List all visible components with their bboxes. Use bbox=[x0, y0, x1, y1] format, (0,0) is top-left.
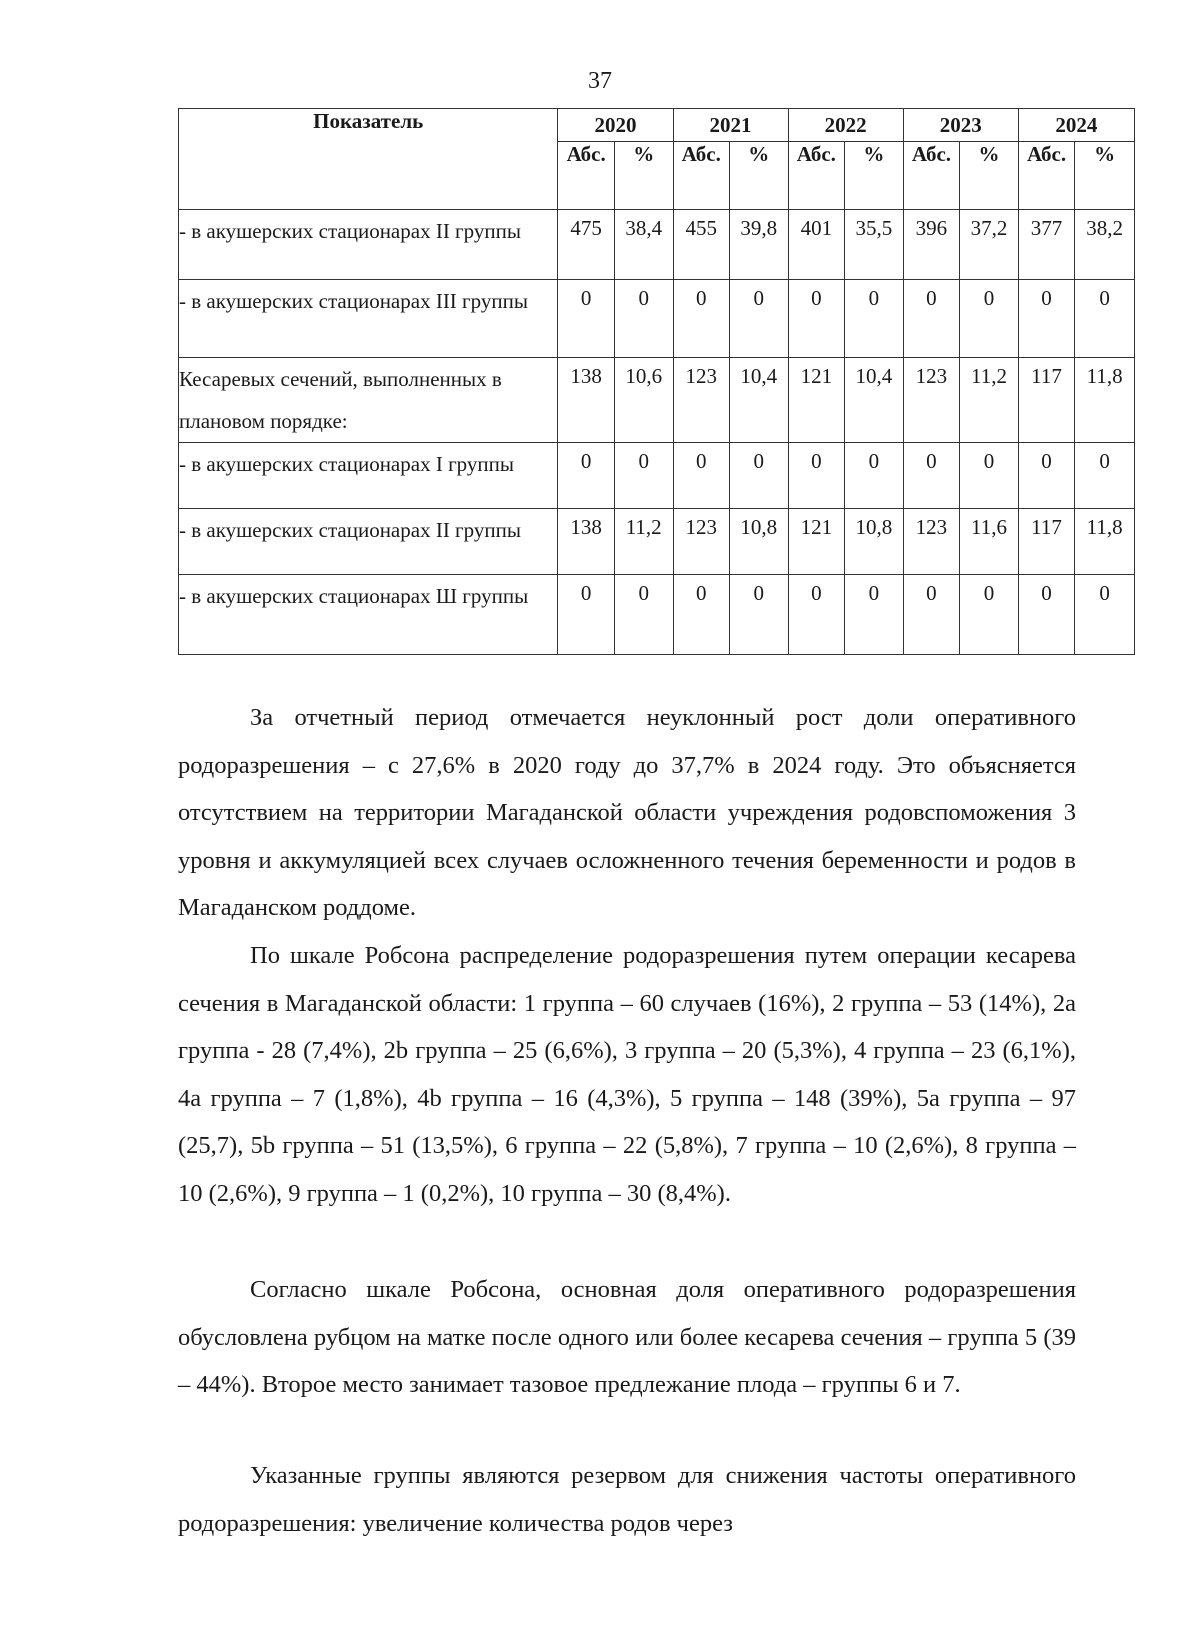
paragraph bbox=[178, 932, 1076, 1217]
cell-percent: 0 bbox=[1075, 280, 1135, 358]
cell-percent: 11,8 bbox=[1075, 509, 1135, 575]
header-year: 2020 bbox=[558, 109, 673, 142]
cell-abs: 138 bbox=[558, 358, 614, 443]
header-abs: Абс. bbox=[903, 142, 959, 210]
cell-percent: 0 bbox=[960, 443, 1019, 509]
cell-percent: 0 bbox=[845, 280, 904, 358]
cell-percent: 10,8 bbox=[729, 509, 788, 575]
cell-abs: 0 bbox=[558, 575, 614, 655]
row-label: Кесаревых сечений, выполненных в плановом порядке: bbox=[179, 358, 558, 443]
cell-percent: 0 bbox=[729, 280, 788, 358]
cell-abs: 475 bbox=[558, 210, 614, 280]
cell-abs: 0 bbox=[903, 443, 959, 509]
cell-abs: 123 bbox=[903, 358, 959, 443]
table-row bbox=[179, 210, 1135, 280]
cell-percent: 11,6 bbox=[960, 509, 1019, 575]
cell-percent: 10,4 bbox=[845, 358, 904, 443]
cell-abs: 123 bbox=[903, 509, 959, 575]
header-year: 2021 bbox=[673, 109, 788, 142]
cell-percent: 0 bbox=[845, 575, 904, 655]
header-percent: % bbox=[960, 142, 1019, 210]
cell-abs: 121 bbox=[788, 509, 844, 575]
header-percent: % bbox=[845, 142, 904, 210]
cell-abs: 117 bbox=[1018, 509, 1074, 575]
cell-abs: 0 bbox=[673, 575, 729, 655]
cell-abs: 0 bbox=[558, 280, 614, 358]
cell-abs: 0 bbox=[673, 443, 729, 509]
header-percent: % bbox=[1075, 142, 1135, 210]
cell-abs: 377 bbox=[1018, 210, 1074, 280]
row-label: - в акушерских стационарах III группы bbox=[179, 280, 558, 358]
paragraph-text: По шкале Робсона распределение родоразрешения путем операции кесарева сечения в Магаданской области: 1 группа – 60 случаев (16%), 2 группа – 53 (14%), 2а группа - 28 (7,4%), 2b группа – 25 (6,6%), 3 группа – 20 (5,3%), 4 группа – 23 (6,1%), 4а группа – 7 (1,8%), 4b группа – 16 (4,3%), 5 группа – 148 (39%), 5а группа – 97 (25,7), 5b группа – 51 (13,5%), 6 группа – 22 (5,8%), 7 группа – 10 (2,6%), 8 группа – 10 (2,6%), 9 группа – 1 (0,2%), 10 группа – 30 (8,4%). bbox=[178, 942, 1076, 1207]
cell-percent: 38,2 bbox=[1075, 210, 1135, 280]
header-abs: Абс. bbox=[788, 142, 844, 210]
header-percent: % bbox=[729, 142, 788, 210]
cell-abs: 117 bbox=[1018, 358, 1074, 443]
row-label: - в акушерских стационарах I группы bbox=[179, 443, 558, 509]
header-abs: Абс. bbox=[1018, 142, 1074, 210]
page-number: 37 bbox=[588, 68, 612, 94]
cell-abs: 138 bbox=[558, 509, 614, 575]
paragraph bbox=[178, 1266, 1076, 1409]
cell-percent: 0 bbox=[729, 443, 788, 509]
cell-abs: 0 bbox=[1018, 280, 1074, 358]
table-row bbox=[179, 358, 1135, 443]
paragraph bbox=[178, 1452, 1076, 1547]
cell-percent: 11,2 bbox=[614, 509, 673, 575]
cell-percent: 11,8 bbox=[1075, 358, 1135, 443]
row-label: - в акушерских стационарах II группы bbox=[179, 509, 558, 575]
cell-abs: 0 bbox=[1018, 575, 1074, 655]
cell-percent: 0 bbox=[614, 443, 673, 509]
header-year: 2022 bbox=[788, 109, 903, 142]
cell-abs: 123 bbox=[673, 358, 729, 443]
cell-abs: 455 bbox=[673, 210, 729, 280]
paragraph bbox=[178, 694, 1076, 932]
cell-abs: 0 bbox=[558, 443, 614, 509]
cell-abs: 0 bbox=[673, 280, 729, 358]
statistics-table bbox=[178, 108, 1135, 655]
paragraph-text: За отчетный период отмечается неуклонный рост доли оперативного родоразрешения – с 27,6% в 2020 году до 37,7% в 2024 году. Это объясняется отсутствием на территории Магаданской области учреждения родовспоможения 3 уровня и аккумуляцией всех случаев осложненного течения беременности и родов в Магаданском роддоме. bbox=[178, 704, 1076, 921]
cell-abs: 0 bbox=[1018, 443, 1074, 509]
cell-percent: 0 bbox=[1075, 575, 1135, 655]
header-abs: Абс. bbox=[558, 142, 614, 210]
cell-abs: 0 bbox=[788, 443, 844, 509]
header-abs: Абс. bbox=[673, 142, 729, 210]
cell-percent: 37,2 bbox=[960, 210, 1019, 280]
cell-percent: 10,8 bbox=[845, 509, 904, 575]
cell-percent: 39,8 bbox=[729, 210, 788, 280]
cell-percent: 35,5 bbox=[845, 210, 904, 280]
cell-abs: 0 bbox=[903, 280, 959, 358]
cell-abs: 0 bbox=[903, 575, 959, 655]
table-row bbox=[179, 575, 1135, 655]
cell-abs: 121 bbox=[788, 358, 844, 443]
cell-abs: 0 bbox=[788, 280, 844, 358]
header-year: 2024 bbox=[1018, 109, 1134, 142]
header-year: 2023 bbox=[903, 109, 1018, 142]
cell-abs: 0 bbox=[788, 575, 844, 655]
cell-percent: 0 bbox=[614, 575, 673, 655]
cell-abs: 396 bbox=[903, 210, 959, 280]
cell-percent: 0 bbox=[960, 575, 1019, 655]
row-label: - в акушерских стационарах II группы bbox=[179, 210, 558, 280]
table-row bbox=[179, 280, 1135, 358]
cell-abs: 401 bbox=[788, 210, 844, 280]
cell-percent: 0 bbox=[614, 280, 673, 358]
cell-percent: 0 bbox=[845, 443, 904, 509]
cell-percent: 0 bbox=[960, 280, 1019, 358]
paragraph-text: Указанные группы являются резервом для снижения частоты оперативного родоразрешения: увеличение количества родов через bbox=[178, 1462, 1076, 1537]
header-indicator: Показатель bbox=[179, 109, 558, 210]
table-row bbox=[179, 509, 1135, 575]
row-label: - в акушерских стационарах Ш группы bbox=[179, 575, 558, 655]
cell-abs: 123 bbox=[673, 509, 729, 575]
header-percent: % bbox=[614, 142, 673, 210]
cell-percent: 11,2 bbox=[960, 358, 1019, 443]
cell-percent: 10,4 bbox=[729, 358, 788, 443]
paragraph-text: Согласно шкале Робсона, основная доля оперативного родоразрешения обусловлена рубцом на матке после одного или более кесарева сечения – группа 5 (39 – 44%). Второе место занимает тазовое предлежание плода – группы 6 и 7. bbox=[178, 1276, 1076, 1398]
table-row bbox=[179, 443, 1135, 509]
cell-percent: 0 bbox=[1075, 443, 1135, 509]
cell-percent: 10,6 bbox=[614, 358, 673, 443]
cell-percent: 38,4 bbox=[614, 210, 673, 280]
cell-percent: 0 bbox=[729, 575, 788, 655]
